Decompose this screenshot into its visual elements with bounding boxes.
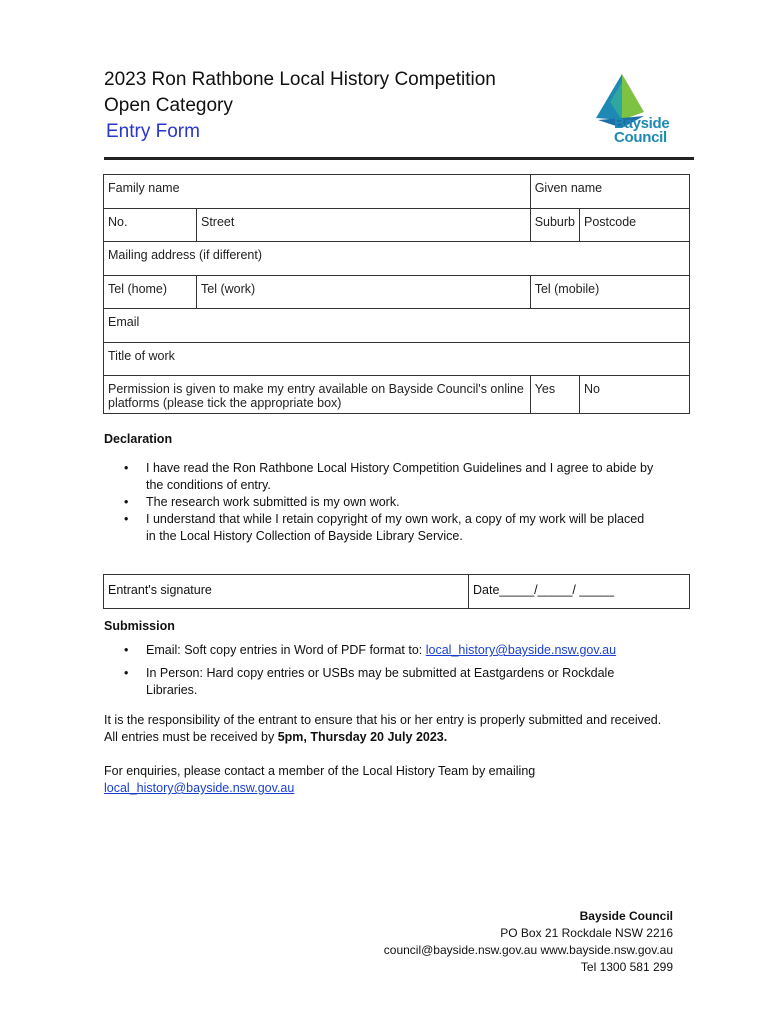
title-of-work-label: Title of work (108, 348, 175, 363)
responsibility-text: It is the responsibility of the entrant to ensure that his or her entry is properly submitted and received. All entries must be received by (104, 713, 662, 744)
yes-label: Yes (534, 382, 556, 396)
submission-list-in-person (104, 665, 616, 699)
street-number-field[interactable] (104, 208, 197, 242)
no-label: No (584, 382, 600, 396)
title-line-2: Open Category (104, 95, 233, 116)
signature-label: Entrant's signature (108, 583, 212, 597)
enquiries-paragraph (104, 763, 664, 797)
permission-yes-box[interactable] (530, 376, 579, 414)
street-field[interactable] (197, 208, 531, 242)
declaration-heading: Declaration (104, 432, 173, 446)
responsibility-paragraph (104, 712, 664, 746)
date-label: Date_____/_____/ _____ (473, 583, 615, 597)
suburb-label: Suburb (534, 214, 575, 229)
email-instruction: Email: Soft copy entries in Word of PDF format to: (146, 643, 426, 657)
footer-contact (384, 908, 673, 976)
street-label: Street (201, 214, 235, 229)
signature-field[interactable] (104, 575, 469, 609)
header-divider (104, 157, 694, 160)
permission-cell (104, 376, 531, 414)
given-name-field[interactable] (530, 175, 689, 209)
submission-list-email (104, 642, 656, 659)
tel-mobile-label: Tel (mobile) (534, 281, 600, 296)
list-item (104, 642, 656, 659)
enquiries-text: For enquiries, please contact a member of the Local History Team by emailing (104, 764, 536, 778)
list-item: • I understand that while I retain copyright of my own work, a copy of my work will be placed in the Local History Collection of Bayside Library Service. (104, 511, 656, 545)
list-item: • The research work submitted is my own work. (104, 494, 656, 511)
permission-label: Permission is given to make my entry available on Bayside Council's online platforms (please tick the appropriate box) (108, 382, 524, 410)
list-item: • I have read the Ron Rathbone Local History Competition Guidelines and I agree to abide by the conditions of entry. (104, 460, 656, 494)
footer-address: PO Box 21 Rockdale NSW 2216 (500, 926, 673, 940)
permission-no-box[interactable] (580, 376, 690, 414)
street-number-label: No. (108, 214, 128, 229)
logo-text-bayside: Bayside (614, 115, 670, 132)
postcode-label: Postcode (584, 214, 637, 229)
tel-mobile-field[interactable] (530, 275, 689, 309)
email-field[interactable] (104, 309, 690, 343)
footer-org: Bayside Council (579, 909, 673, 923)
email-label: Email (108, 315, 140, 329)
tel-work-field[interactable] (197, 275, 531, 309)
title-line-3: Entry Form (106, 121, 200, 142)
enquiries-email-link[interactable]: local_history@bayside.nsw.gov.au (104, 781, 295, 795)
deadline-text: 5pm, Thursday 20 July 2023. (277, 730, 448, 744)
mailing-address-field[interactable] (104, 242, 690, 276)
tel-home-field[interactable] (104, 275, 197, 309)
title-line-1: 2023 Ron Rathbone Local History Competition (104, 69, 496, 90)
tel-work-label: Tel (work) (201, 281, 256, 296)
entry-form-table (103, 174, 690, 414)
given-name-label: Given name (534, 181, 603, 195)
list-item: • In Person: Hard copy entries or USBs may be submitted at Eastgardens or Rockdale Libraries. (104, 665, 616, 699)
title-of-work-field[interactable] (104, 342, 690, 376)
suburb-field[interactable] (530, 208, 579, 242)
postcode-field[interactable] (580, 208, 690, 242)
declaration-list (104, 460, 656, 545)
logo-text-council: Council (614, 129, 667, 146)
submission-heading: Submission (104, 619, 175, 633)
submission-email-link[interactable]: local_history@bayside.nsw.gov.au (425, 643, 617, 657)
footer-contact-line: council@bayside.nsw.gov.au www.bayside.nsw.gov.au (383, 943, 673, 957)
family-name-label: Family name (108, 181, 180, 195)
tel-home-label: Tel (home) (108, 281, 168, 296)
mailing-address-label: Mailing address (if different) (108, 248, 263, 262)
family-name-field[interactable] (104, 175, 531, 209)
footer-tel: Tel 1300 581 299 (580, 960, 673, 974)
signature-table (103, 574, 690, 609)
date-field[interactable] (469, 575, 690, 609)
